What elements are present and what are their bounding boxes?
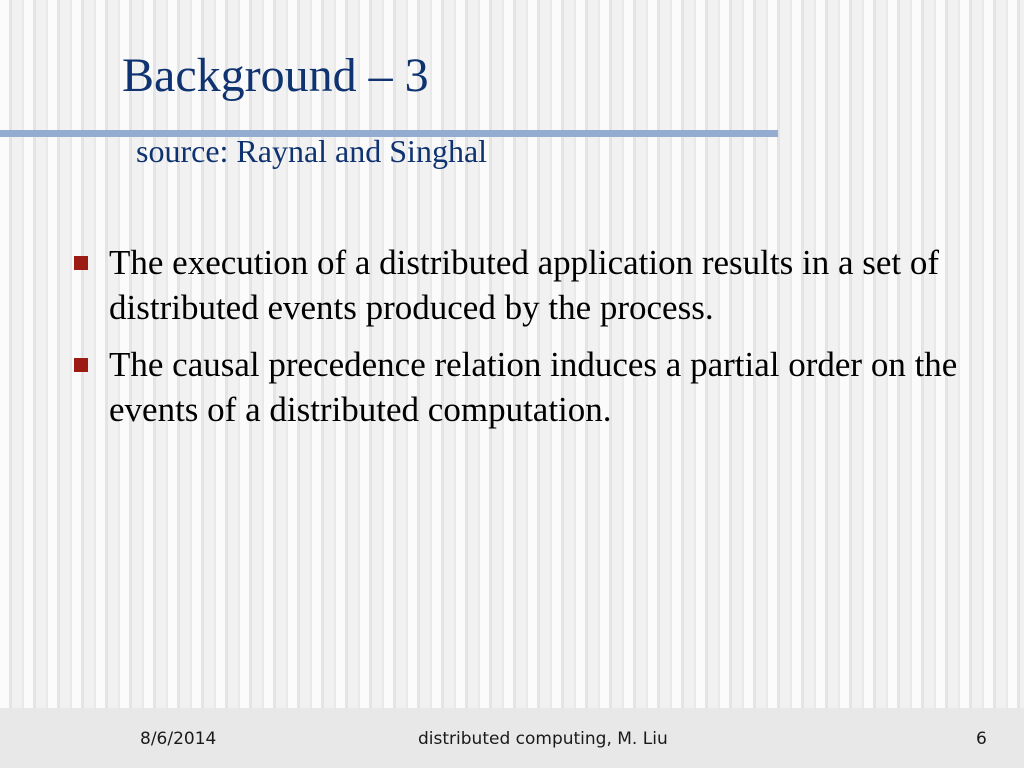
bullet-list <box>72 240 972 444</box>
footer-date: 8/6/2014 <box>140 729 217 749</box>
footer-author: distributed computing, M. Liu <box>418 729 668 749</box>
bullet-item <box>72 240 972 330</box>
square-bullet-icon <box>74 256 88 270</box>
bullet-text: The execution of a distributed application results in a set of distributed events produced by the process. <box>109 243 940 327</box>
bullet-item <box>72 342 972 432</box>
slide-subtitle: source: Raynal and Singhal <box>136 133 488 169</box>
square-bullet-icon <box>74 358 88 372</box>
slide-footer <box>0 708 1024 768</box>
slide-title: Background – 3 <box>122 49 429 102</box>
bullet-text: The causal precedence relation induces a partial order on the events of a distributed computation. <box>109 345 958 429</box>
page-number: 6 <box>976 729 987 749</box>
